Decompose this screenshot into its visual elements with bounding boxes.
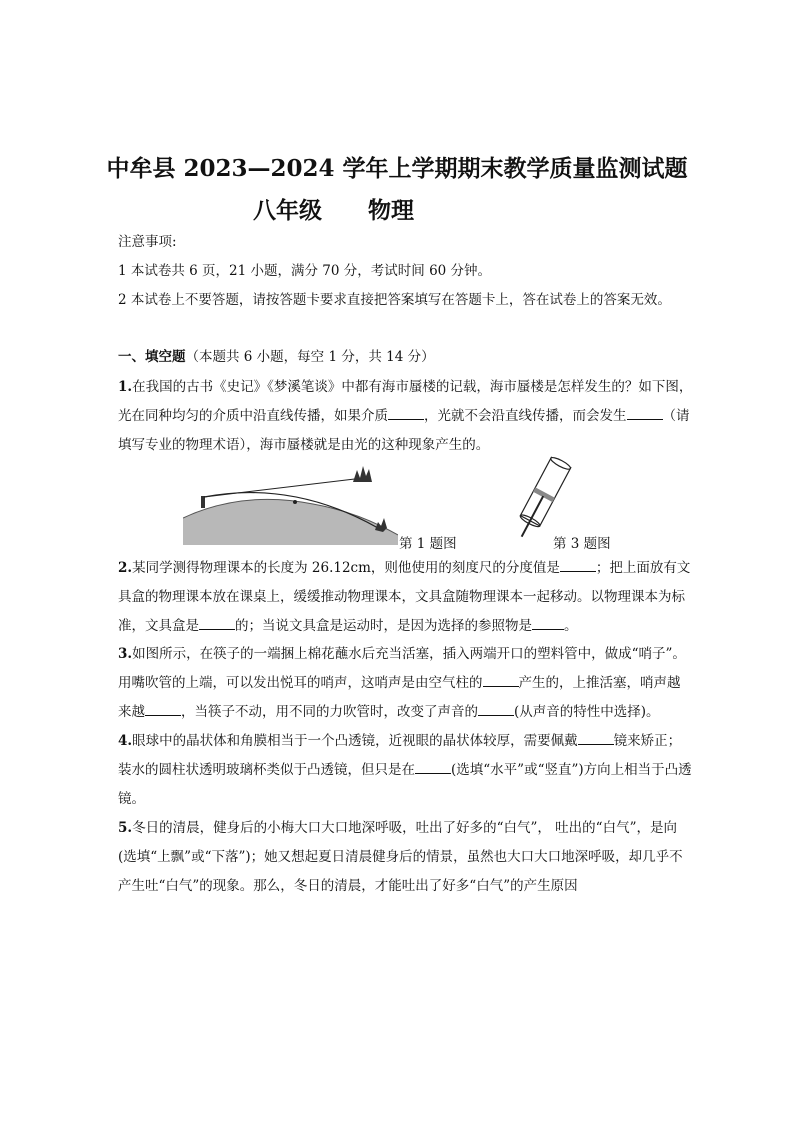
exam-subtitle <box>253 192 414 225</box>
mirage-image <box>353 466 372 482</box>
section-1-title: 一、填空题 <box>118 349 186 365</box>
mirage-figure <box>183 460 398 545</box>
exam-title: 中牟县 2023—2024 学年上学期期末教学质量监测试题 <box>106 155 688 182</box>
answer-blank[interactable] <box>627 405 663 420</box>
question-1 <box>118 373 693 460</box>
subject-label: 物理 <box>368 197 414 224</box>
answer-blank[interactable] <box>578 730 614 745</box>
question-text: 的；当说文具盒是运动时，是因为选择的参照物是 <box>235 618 532 634</box>
grade-label: 八年级 <box>253 197 322 224</box>
whistle-figure <box>510 455 580 540</box>
question-text: 眼球中的晶状体和角膜相当于一个凸透镜，近视眼的晶状体较厚，需要佩戴 <box>132 733 578 749</box>
figure-1-label: 第 1 题图 <box>399 536 457 552</box>
answer-blank[interactable] <box>145 701 181 716</box>
question-number: 4. <box>118 733 133 749</box>
question-number: 5. <box>118 820 133 836</box>
answer-blank[interactable] <box>532 615 564 630</box>
question-text: 冬日的清晨，健身后的小梅大口大口地深呼吸，吐出了好多的“白气”， 吐出的“白气”，是向(选填“上飘”或“下落”)；她又想起夏日清晨健身后的情景，虽然也大口大口地深呼吸，却几乎不产生吐“白气”的现象。那么，冬日的清晨，才能吐出了好多“白气”的产生原因 <box>118 820 683 894</box>
question-text: 镜来矫正；装水的圆柱状透明玻璃杯类似于凸透镜，但只是在 <box>118 733 682 778</box>
answer-blank[interactable] <box>199 615 235 630</box>
tube-top <box>549 456 571 472</box>
answer-blank[interactable] <box>415 759 451 774</box>
answer-blank[interactable] <box>478 701 514 716</box>
question-2 <box>118 554 693 641</box>
observer-tower <box>201 496 205 508</box>
notes-item-1: 1 本试卷共 6 页，21 小题，满分 70 分，考试时间 60 分钟。 <box>118 263 492 279</box>
section-1-header <box>118 347 435 367</box>
question-text: 。 <box>564 618 578 634</box>
question-4 <box>118 727 693 814</box>
answer-blank[interactable] <box>388 405 424 420</box>
question-text: (从声音的特性中选择)。 <box>514 704 660 720</box>
question-5 <box>118 814 693 901</box>
path-point <box>293 500 297 504</box>
notes-heading: 注意事项: <box>118 234 177 250</box>
section-1-desc: （本题共 6 小题，每空 1 分，共 14 分） <box>185 349 435 365</box>
answer-blank[interactable] <box>560 557 596 572</box>
question-number: 3. <box>118 646 133 662</box>
answer-blank[interactable] <box>483 672 519 687</box>
notes-item-2: 2 本试卷上不要答题，请按答题卡要求直接把答案填写在答题卡上，答在试卷上的答案无效。 <box>118 292 671 308</box>
question-3 <box>118 640 693 727</box>
figure-3-label: 第 3 题图 <box>553 536 611 552</box>
question-text: 如图所示，在筷子的一端捆上棉花蘸水后充当活塞，插入两端开口的塑料管中，做成“哨子”。用嘴吹管的上端，可以发出悦耳的哨声，这哨声是由空气柱的 <box>118 646 686 691</box>
question-text: （请填写专业的物理术语），海市蜃楼就是由光的这种现象产生的。 <box>118 408 690 453</box>
question-number: 2. <box>118 560 133 576</box>
question-text: 在我国的古书《史记》《梦溪笔谈》中都有海市蜃楼的记载，海市蜃楼是怎样发生的？如下图，光在同种均匀的介质中沿直线传播，如果介质 <box>118 379 693 424</box>
question-text: ，光就不会沿直线传播，而会发生 <box>424 408 627 424</box>
cotton-piston <box>533 487 555 502</box>
question-text: ，当筷子不动，用不同的力吹管时，改变了声音的 <box>181 704 478 720</box>
question-number: 1. <box>118 379 133 395</box>
question-text: 产生的，上推活塞，哨声越来越 <box>118 675 681 720</box>
question-text: ；把上面放有文具盒的物理课本放在课桌上，缓缓推动物理课本，文具盒随物理课本一起移动。以物理课本为标准，文具盒是 <box>118 560 691 634</box>
question-text: 某同学测得物理课本的长度为 26.12cm，则他使用的刻度尺的分度值是 <box>132 560 560 576</box>
question-text: (选填“水平”或“竖直”)方向上相当于凸透镜。 <box>118 762 692 807</box>
chopstick <box>522 496 544 537</box>
